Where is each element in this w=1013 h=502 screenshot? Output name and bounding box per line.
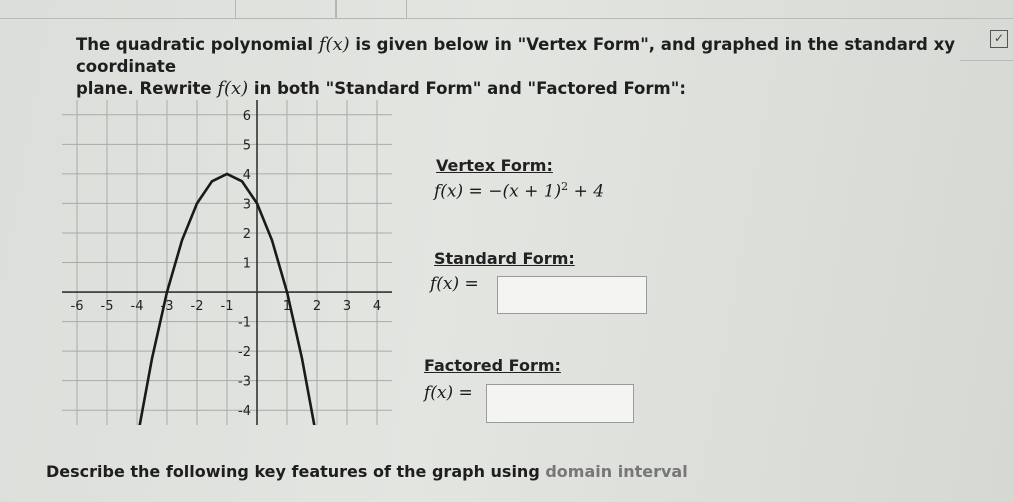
- factored-form-label: Factored Form:: [424, 356, 561, 375]
- header-cell: [335, 0, 407, 19]
- y-tick-label: -2: [238, 345, 251, 361]
- divider: [960, 60, 1013, 61]
- x-tick-label: -6: [70, 299, 84, 315]
- x-tick-label: 3: [342, 299, 352, 315]
- parabola-graph: [62, 100, 392, 425]
- y-tick-label: 2: [242, 226, 251, 242]
- top-divider: [0, 18, 1013, 19]
- vertex-form-equation: $f(x) = -(x + 1)^2 + 4$: [434, 180, 605, 202]
- x-tick-label: 2: [312, 299, 322, 315]
- question-text: The quadratic polynomial f(x) is given below in "Vertex Form", and graphed in the standard xy coordinate plane. Rewrite f(x) in both "Standard Form" and "Factored Form":: [76, 34, 955, 99]
- factored-form-lhs: f(x) =: [424, 383, 473, 403]
- x-tick-label: 4: [372, 299, 382, 315]
- y-tick-label: -4: [238, 404, 251, 420]
- x-tick-label: 1: [282, 299, 292, 315]
- checkbox-icon[interactable]: ✓: [990, 30, 1008, 48]
- x-tick-label: -1: [220, 299, 234, 315]
- standard-form-answer-box[interactable]: [497, 276, 647, 314]
- y-tick-label: 3: [242, 197, 251, 213]
- x-tick-label: -5: [100, 299, 114, 315]
- y-tick-label: 4: [242, 167, 251, 183]
- x-tick-label: -2: [190, 299, 204, 315]
- header-cell: [235, 0, 337, 19]
- factored-form-answer-box[interactable]: [486, 384, 634, 423]
- standard-form-label: Standard Form:: [434, 249, 575, 268]
- key-features-prompt: Describe the following key features of the graph using domain interval: [46, 462, 688, 481]
- y-tick-label: -3: [238, 374, 251, 390]
- y-tick-label: 6: [242, 108, 251, 124]
- y-tick-label: 1: [242, 256, 251, 272]
- x-tick-label: -4: [130, 299, 144, 315]
- standard-form-lhs: f(x) =: [430, 274, 479, 294]
- y-tick-label: 5: [242, 138, 251, 154]
- x-tick-label: -3: [160, 299, 174, 315]
- y-tick-label: -1: [238, 315, 251, 331]
- vertex-form-label: Vertex Form:: [436, 156, 553, 175]
